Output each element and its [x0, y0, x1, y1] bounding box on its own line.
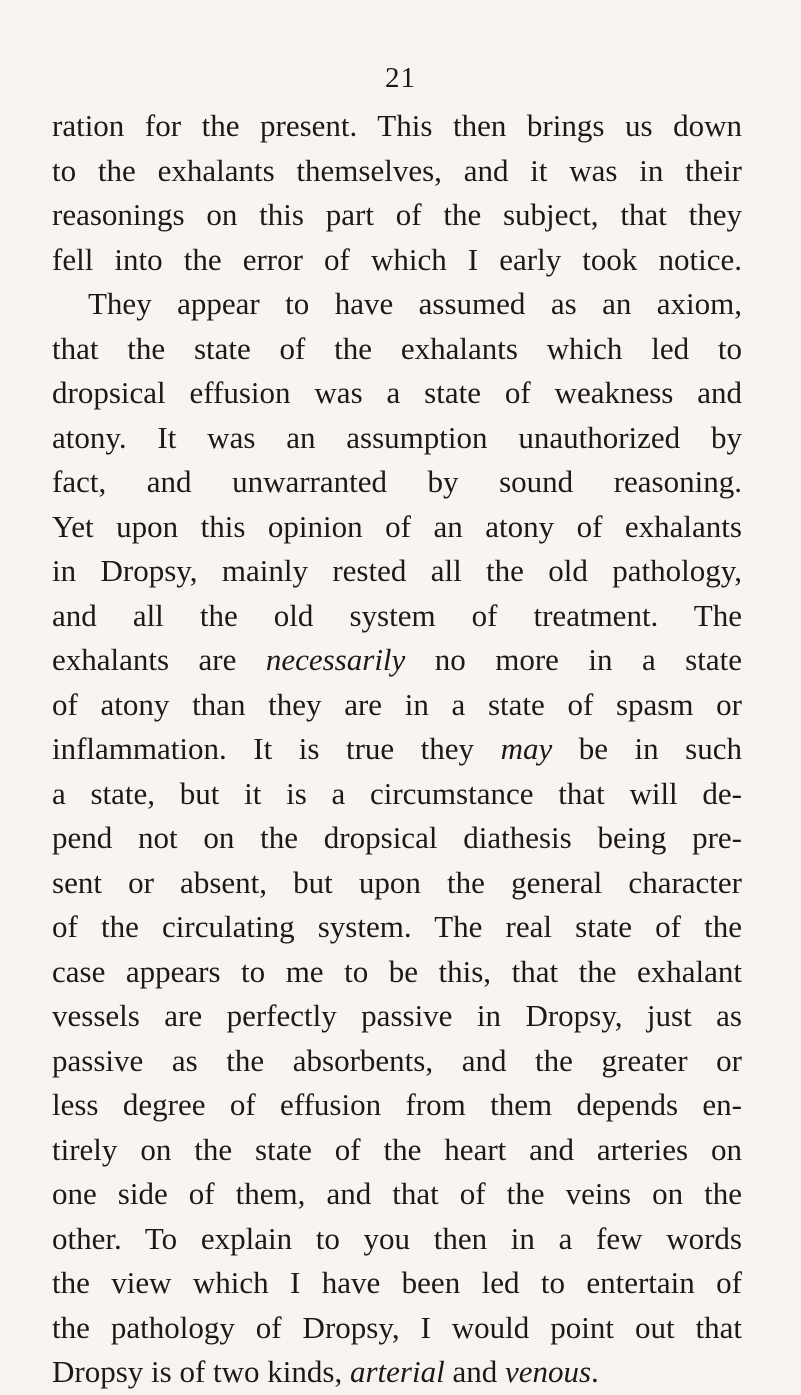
text-line: fact, and unwarranted by sound reasoning.	[52, 464, 742, 499]
text-line: sent or absent, but upon the general character	[52, 864, 742, 900]
text-run: .	[591, 1354, 599, 1389]
text-line: pend not on the dropsical diathesis being pre-	[52, 820, 742, 855]
text-line: in Dropsy, mainly rested all the old pathology,	[52, 553, 742, 588]
text-run: and	[444, 1354, 505, 1389]
text-line	[52, 638, 742, 683]
text-line: dropsical effusion was a state of weakness and	[52, 375, 742, 410]
italic-phrase: necessarily	[265, 642, 406, 677]
text-run: inflammation. It is true they	[52, 731, 501, 766]
text-line	[52, 1350, 742, 1395]
page-number: 21	[385, 62, 416, 94]
text-line	[52, 727, 742, 772]
text-run: no more in a state	[405, 642, 742, 677]
italic-phrase: venous	[504, 1354, 592, 1389]
text-line: Yet upon this opinion of an atony of exhalants	[52, 508, 742, 544]
text-line: that the state of the exhalants which led to	[52, 330, 742, 366]
italic-phrase: may	[500, 731, 553, 766]
text-line: to the exhalants themselves, and it was in their	[52, 152, 742, 188]
body-text	[52, 104, 742, 1395]
text-line: and all the old system of treatment. The	[52, 597, 742, 633]
text-line: less degree of effusion from them depends en-	[52, 1087, 742, 1122]
text-line: ration for the present. This then brings us down	[52, 108, 742, 143]
text-line: fell into the error of which I early took notice.	[52, 241, 742, 277]
text-line: case appears to me to be this, that the exhalant	[52, 953, 742, 989]
italic-phrase: arterial	[349, 1354, 445, 1389]
text-line: of atony than they are in a state of spasm or	[52, 686, 742, 722]
text-run: Dropsy is of two kinds,	[52, 1354, 350, 1389]
text-line: the view which I have been led to entertain of	[52, 1265, 742, 1300]
text-run: be in such	[552, 731, 742, 766]
text-line: one side of them, and that of the veins on the	[52, 1176, 742, 1211]
text-line: vessels are perfectly passive in Dropsy, just as	[52, 998, 742, 1033]
text-line: atony. It was an assumption unauthorized by	[52, 419, 742, 455]
text-line: of the circulating system. The real state of the	[52, 909, 742, 944]
text-run: exhalants are	[52, 642, 266, 677]
text-line: They appear to have assumed as an axiom,	[88, 286, 742, 321]
text-line: other. To explain to you then in a few words	[52, 1220, 742, 1256]
text-line: the pathology of Dropsy, I would point out that	[52, 1309, 742, 1345]
text-line: a state, but it is a circumstance that will de-	[52, 775, 742, 811]
text-line: tirely on the state of the heart and arteries on	[52, 1131, 742, 1167]
text-line: passive as the absorbents, and the greater or	[52, 1042, 742, 1078]
text-line: reasonings on this part of the subject, that they	[52, 197, 742, 232]
